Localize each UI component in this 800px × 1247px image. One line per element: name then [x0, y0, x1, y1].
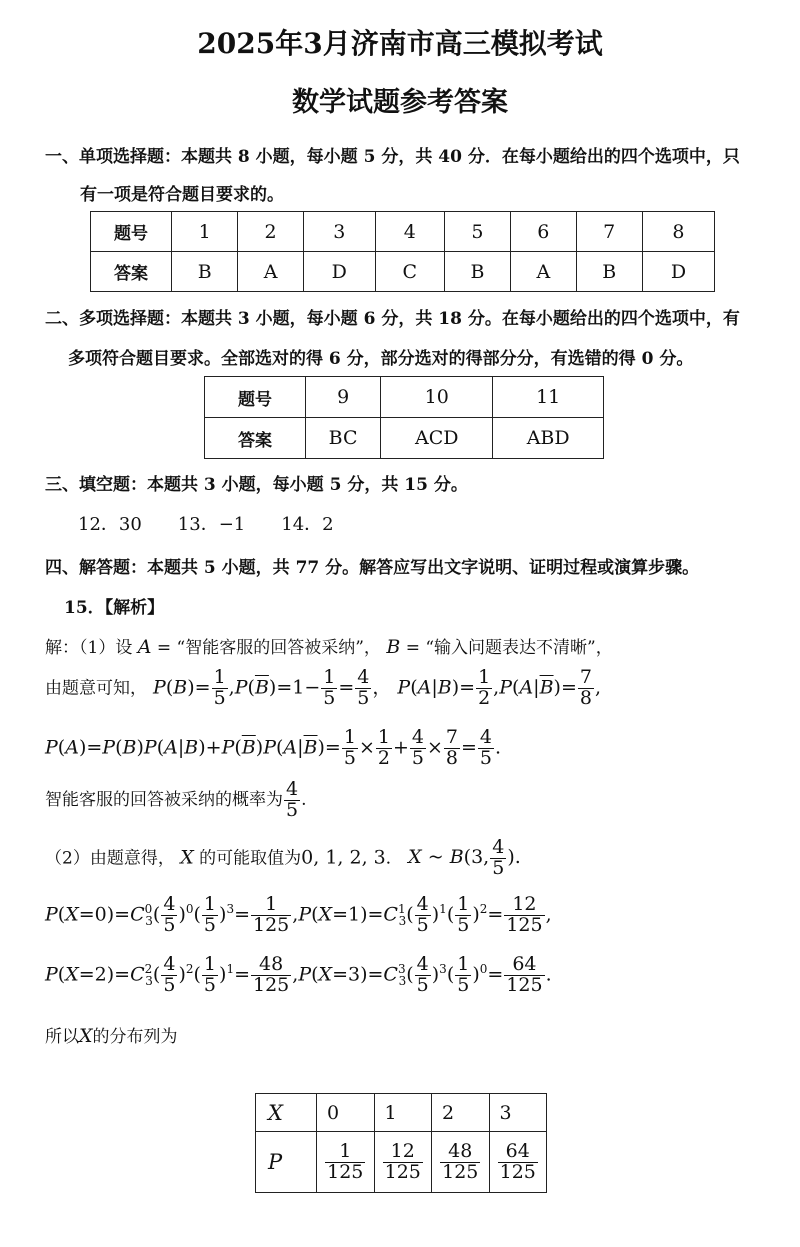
dist-x-value: 2	[432, 1094, 490, 1132]
sol-values: 0, 1, 2, 3	[301, 846, 386, 869]
table-head-q: 题号	[91, 212, 172, 252]
answer-table-single	[90, 211, 715, 292]
sol-text: 由题意可知，	[45, 678, 147, 699]
table-cell: 7	[576, 212, 642, 252]
sol-part1-def: 解：（1）设 A = “智能客服的回答被采纳”， B = “输入问题表达不清晰”，	[45, 636, 613, 658]
q15-heading: 15．【解析】	[64, 598, 165, 618]
sol-dist-intro: 所以X的分布列为	[45, 1025, 178, 1047]
math: A	[137, 636, 152, 658]
math: B	[386, 636, 401, 658]
table-cell: B	[172, 252, 238, 292]
table-cell: 3	[303, 212, 375, 252]
sec1-line2: 有一项是符合题目要求的。	[80, 185, 284, 205]
dist-x-value: 0	[317, 1094, 375, 1132]
sol-conclusion: 智能客服的回答被采纳的概率为 $\frac{4}{5}$ .	[45, 778, 307, 821]
sol-text: 的分布列为	[92, 1027, 178, 1047]
table-cell: 9	[306, 377, 381, 418]
table-head-a: 答案	[205, 418, 306, 459]
table-cell: 11	[493, 377, 604, 418]
dist-x-value: 1	[374, 1094, 432, 1132]
sol-text: “智能客服的回答被采纳”，	[176, 638, 381, 658]
dist-x-value: 3	[489, 1094, 547, 1132]
table-cell: 2	[238, 212, 303, 252]
table-cell: 8	[642, 212, 714, 252]
dist-p-value: $\frac{64}{125}$	[489, 1132, 547, 1193]
sec2-line2: 多项符合题目要求。全部选对的得 6 分，部分选对的得部分分，有选错的得 0 分。	[68, 349, 694, 369]
table-cell: A	[511, 252, 576, 292]
table-head-a: 答案	[91, 252, 172, 292]
sol-part2: （2）由题意得， X 的可能取值为0, 1, 2, 3． X ~ B(3, $\frac{4}{5}$ ).	[45, 836, 521, 879]
sec2-line1: 二、多项选择题：本题共 3 小题，每小题 6 分，共 18 分。在每小题给出的四个选项中，有	[45, 309, 740, 329]
sol-text: “输入问题表达不清晰”，	[425, 638, 613, 658]
sec1-line1: 一、单项选择题：本题共 8 小题，每小题 5 分，共 40 分．在每小题给出的四个选项中，只	[45, 147, 740, 167]
table-cell: ACD	[381, 418, 493, 459]
table-cell: B	[576, 252, 642, 292]
sol-pmf-row1: $P(X=0)=C^0_3$( $\frac{4}{5}$ )$^0$( $\frac{1}{5}$ )$^3$= $\frac{1}{125}$ $,P(X=1)=C^1_3$( $\frac{4}{5}$ )$^1$( $\frac{1}{5}$ )$^2$= $\frac{12}{125}$ ,	[45, 893, 552, 936]
table-cell: C	[375, 252, 444, 292]
dist-p-value: $\frac{12}{125}$	[374, 1132, 432, 1193]
sec3-answers: 12．30 13．−1 14．2	[78, 514, 334, 535]
dist-p-label: P	[256, 1132, 317, 1193]
sol-text: 解：（1）设	[45, 638, 133, 658]
sol-pmf-row2: $P(X=2)=C^2_3$( $\frac{4}{5}$ )$^2$( $\frac{1}{5}$ )$^1$= $\frac{48}{125}$ $,P(X=3)=C^3_3$( $\frac{4}{5}$ )$^3$( $\frac{1}{5}$ )$^0$= $\frac{64}{125}$ .	[45, 953, 552, 996]
table-cell: 4	[375, 212, 444, 252]
table-cell: BC	[306, 418, 381, 459]
sol-text: （2）由题意得，	[45, 848, 175, 869]
sol-text: 所以	[45, 1027, 79, 1047]
table-cell: 6	[511, 212, 576, 252]
sec4-line1: 四、解答题：本题共 5 小题，共 77 分。解答应写出文字说明、证明过程或演算步骤。	[45, 558, 700, 578]
sol-text: 的可能取值为	[199, 848, 302, 869]
table-cell: D	[303, 252, 375, 292]
dist-x-label: X	[256, 1094, 317, 1132]
table-cell: 5	[444, 212, 510, 252]
table-cell: A	[238, 252, 303, 292]
sol-given: 由题意可知， P(B)= $\frac{1}{5}$ $,P(\overline{B})=1-$ $\frac{1}{5}$ = $\frac{4}{5}$ ， P(A|B)= $\frac{1}{2}$ $,P(A|\overline{B})=$ $\frac{7}{8}$ ,	[45, 666, 602, 709]
page-subtitle: 数学试题参考答案	[292, 87, 508, 118]
table-cell: 1	[172, 212, 238, 252]
table-cell: D	[642, 252, 714, 292]
sol-total-prob: $P(A)=P(B)P(A|B)+P(\overline{B})P(A|\overline{B})=$ $\frac{1}{5}$ × $\frac{1}{2}$ + $\frac{4}{5}$ × $\frac{7}{8}$ = $\frac{4}{5}$ .	[45, 726, 502, 769]
page-title: 2025年3月济南市高三模拟考试	[197, 27, 603, 60]
sec3-line1: 三、填空题：本题共 3 小题，每小题 5 分，共 15 分。	[45, 475, 468, 495]
dist-p-value: $\frac{1}{125}$	[317, 1132, 375, 1193]
distribution-table	[255, 1093, 547, 1193]
dist-p-value: $\frac{48}{125}$	[432, 1132, 490, 1193]
table-cell: ABD	[493, 418, 604, 459]
table-cell: 10	[381, 377, 493, 418]
table-head-q: 题号	[205, 377, 306, 418]
answer-table-multi	[204, 376, 604, 459]
table-cell: B	[444, 252, 510, 292]
sol-text: 智能客服的回答被采纳的概率为	[45, 789, 283, 810]
